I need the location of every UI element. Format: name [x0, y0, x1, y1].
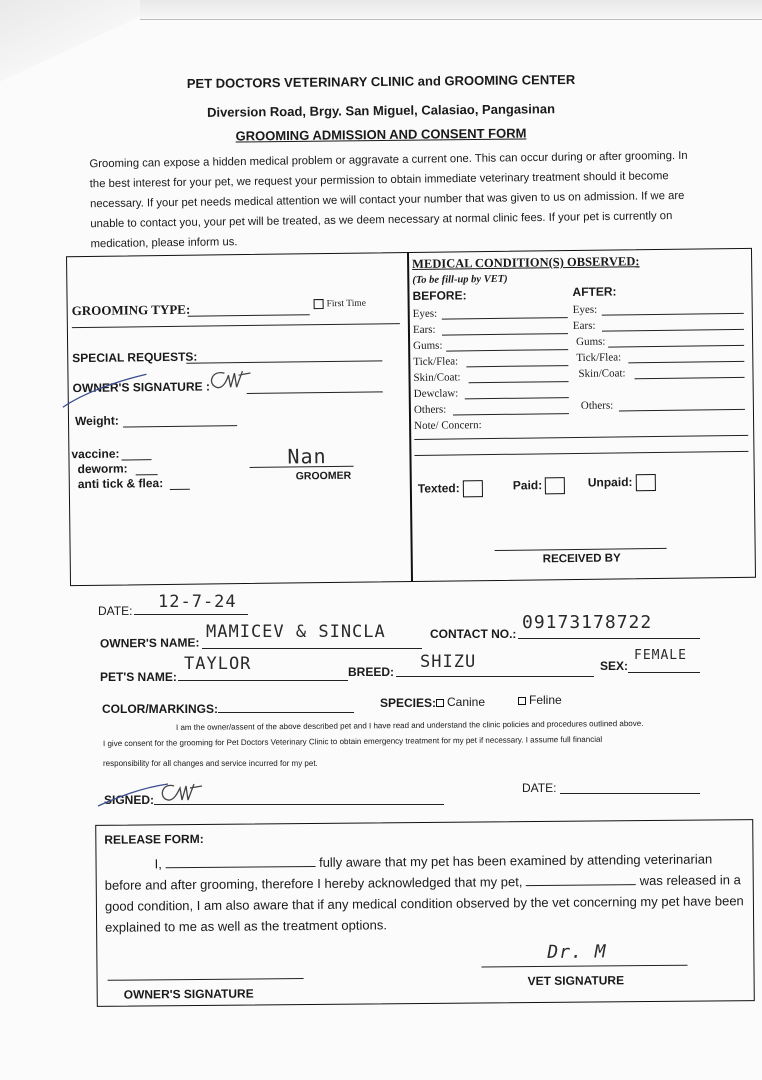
- release-owner-blank[interactable]: [165, 853, 315, 868]
- grooming-type-line-2[interactable]: [72, 323, 400, 328]
- before-others-label: Others:: [413, 403, 447, 416]
- before-ears-line[interactable]: [442, 333, 568, 336]
- feline-box[interactable]: [518, 697, 526, 705]
- consent-line-1: I am the owner/assent of the above described pet and I have read and understand the clinic policies and procedures outlined above.: [175, 718, 644, 733]
- after-eyes-label: Eyes:: [572, 303, 598, 317]
- medical-title: MEDICAL CONDITION(S) OBSERVED:: [412, 254, 640, 271]
- pen-check-mark-2: [96, 780, 172, 810]
- release-title: RELEASE FORM:: [104, 831, 204, 847]
- signed-date-label: DATE:: [522, 781, 557, 795]
- intro-paragraph: Grooming can expose a hidden medical problem or aggravate a current one. This can occur during or after grooming. In the best interest for your pet, we request your permission to obtain immediate veterinary treatment should it become necessary. If your pet needs medical attention we will contact your number that was given to us on admission. If we are unable to contact you, your pet will be treated, as we deem necessary at normal clinic fees. If your pet is currently on medication, please inform us.: [89, 149, 688, 251]
- release-text: [104, 848, 747, 938]
- after-skincoat-label: Skin/Coat:: [578, 367, 626, 380]
- before-gums-line[interactable]: [446, 349, 568, 351]
- before-skincoat-label: Skin/Coat:: [413, 371, 461, 384]
- weight-line[interactable]: [123, 425, 237, 427]
- special-requests-label: SPECIAL REQUESTS:: [72, 349, 198, 366]
- species-label: SPECIES:: [380, 696, 437, 710]
- date-value: 12-7-24: [158, 592, 237, 612]
- clinic-address: Diversion Road, Brgy. San Miguel, Calasiao, Pangasinan: [206, 101, 556, 120]
- texted-label: Texted:: [417, 481, 460, 496]
- before-gums-label: Gums:: [413, 339, 443, 352]
- consent-line-2: I give consent for the grooming for Pet Doctors Veterinary Clinic to obtain emergency treatment for my pet if necessary. I assume full financial: [102, 734, 603, 749]
- before-heading: BEFORE:: [412, 288, 467, 303]
- owner-signature-line[interactable]: [247, 391, 383, 394]
- weight-label: Weight:: [74, 413, 119, 429]
- owner-signature-scribble: [204, 367, 254, 394]
- sex-label: SEX:: [600, 659, 629, 673]
- unpaid-checkbox[interactable]: [588, 474, 656, 492]
- grooming-type-line[interactable]: [188, 314, 310, 316]
- signed-label: SIGNED:: [104, 793, 155, 807]
- first-time-label: First Time: [326, 298, 367, 310]
- release-owner-sig-label: OWNER'S SIGNATURE: [123, 986, 254, 1002]
- note-concern-label: Note/ Concern:: [414, 419, 482, 432]
- release-form-box: [95, 819, 755, 1007]
- texted-box[interactable]: [463, 480, 483, 497]
- canine-box[interactable]: [436, 699, 444, 707]
- deworm-label: deworm:: [77, 461, 128, 477]
- after-ears-label: Ears:: [572, 319, 596, 333]
- vet-sig-line[interactable]: [481, 965, 687, 968]
- before-skincoat-line[interactable]: [469, 381, 569, 383]
- color-markings-label: COLOR/MARKINGS:: [102, 702, 218, 716]
- before-dewclaw-label: Dewclaw:: [413, 387, 459, 400]
- canine-label: Canine: [447, 695, 486, 709]
- owner-signature-label: OWNER'S SIGNATURE :: [72, 379, 210, 396]
- texted-checkbox[interactable]: [418, 480, 483, 498]
- sex-value: FEMALE: [634, 648, 687, 663]
- owner-name-line[interactable]: [202, 648, 422, 649]
- groomer-handwriting: Nan: [287, 444, 327, 469]
- form-title: GROOMING ADMISSION AND CONSENT FORM: [235, 125, 527, 144]
- unpaid-label: Unpaid:: [587, 474, 633, 490]
- received-by-label: RECEIVED BY: [542, 552, 621, 566]
- vaccine-label: vaccine:: [71, 446, 120, 462]
- after-skincoat-line[interactable]: [635, 377, 745, 379]
- signed-date-line[interactable]: [560, 793, 700, 794]
- after-gums-label: Gums:: [576, 335, 606, 348]
- release-text-4: good condition, I am also aware that if any medical condition observed by the vet concerning my pet have been explained to me as well as the treatment options.: [104, 893, 744, 935]
- before-tickflea-label: Tick/Flea:: [413, 355, 459, 368]
- after-ears-line[interactable]: [602, 329, 744, 332]
- date-line[interactable]: [134, 614, 248, 615]
- sex-line[interactable]: [628, 672, 700, 673]
- pet-name-label: PET'S NAME:: [100, 670, 177, 684]
- feline-option[interactable]: [518, 693, 562, 707]
- vet-signature-handwriting: Dr. M: [547, 941, 607, 963]
- release-i-label: I,: [154, 856, 162, 872]
- after-eyes-line[interactable]: [602, 313, 744, 316]
- note-line-1[interactable]: [414, 435, 748, 440]
- medical-subtitle: (To be fill-up by VET): [412, 273, 508, 286]
- consent-line-3: responsibility for all changes and service incurred for my pet.: [103, 759, 318, 768]
- owner-name-value: MAMICEV & SINCLA: [206, 622, 386, 642]
- breed-line[interactable]: [396, 676, 594, 677]
- contact-value: 09173178722: [522, 612, 653, 633]
- first-time-checkbox[interactable]: [314, 299, 366, 310]
- before-dewclaw-line[interactable]: [465, 397, 569, 399]
- pet-name-value: TAYLOR: [184, 654, 252, 674]
- color-markings-line[interactable]: [218, 712, 354, 713]
- release-text-1: fully aware that my pet has been examined by attending veterinarian: [318, 851, 713, 870]
- after-gums-line[interactable]: [608, 345, 744, 348]
- vaccine-line[interactable]: [121, 459, 151, 460]
- vet-sig-label: VET SIGNATURE: [527, 973, 625, 989]
- anti-tick-label: anti tick & flea:: [77, 476, 164, 492]
- canine-option[interactable]: [436, 695, 485, 709]
- release-pet-blank[interactable]: [526, 871, 636, 886]
- first-time-box[interactable]: [314, 299, 324, 309]
- contact-label: CONTACT NO.:: [430, 627, 517, 641]
- before-tickflea-line[interactable]: [466, 365, 568, 367]
- release-text-3: was released in a: [639, 872, 741, 889]
- before-ears-label: Ears:: [412, 323, 436, 336]
- after-heading: AFTER:: [572, 284, 617, 300]
- breed-value: SHIZU: [420, 652, 477, 672]
- feline-label: Feline: [529, 693, 562, 707]
- release-text-2: before and after grooming, therefore I hereby acknowledged that my pet,: [104, 874, 523, 893]
- anti-tick-line[interactable]: [170, 489, 190, 490]
- after-others-label: Others:: [580, 399, 614, 412]
- grooming-type-label: GROOMING TYPE:: [71, 301, 191, 319]
- before-eyes-label: Eyes:: [412, 307, 438, 320]
- paid-box[interactable]: [545, 477, 565, 494]
- before-others-line[interactable]: [453, 413, 569, 415]
- date-label: DATE:: [98, 604, 133, 618]
- owner-name-label: OWNER'S NAME:: [99, 635, 200, 651]
- after-others-line[interactable]: [619, 409, 745, 412]
- paid-label: Paid:: [512, 478, 543, 493]
- page-top-edge: [140, 0, 762, 20]
- groomer-label: GROOMER: [295, 469, 352, 483]
- grooming-medical-box: [66, 248, 756, 586]
- paid-checkbox[interactable]: [513, 477, 566, 495]
- pen-check-mark: [60, 370, 150, 411]
- note-line-2[interactable]: [414, 451, 748, 456]
- release-owner-sig-line[interactable]: [108, 978, 304, 981]
- after-tickflea-label: Tick/Flea:: [576, 351, 622, 364]
- special-requests-line[interactable]: [186, 360, 382, 363]
- before-eyes-line[interactable]: [442, 317, 568, 320]
- breed-label: BREED:: [348, 665, 395, 679]
- pet-name-line[interactable]: [178, 680, 348, 681]
- contact-line[interactable]: [518, 638, 700, 639]
- after-tickflea-line[interactable]: [628, 361, 744, 363]
- unpaid-box[interactable]: [635, 474, 655, 491]
- received-by-line[interactable]: [495, 548, 667, 551]
- clinic-name: PET DOCTORS VETERINARY CLINIC and GROOMING CENTER: [186, 71, 576, 92]
